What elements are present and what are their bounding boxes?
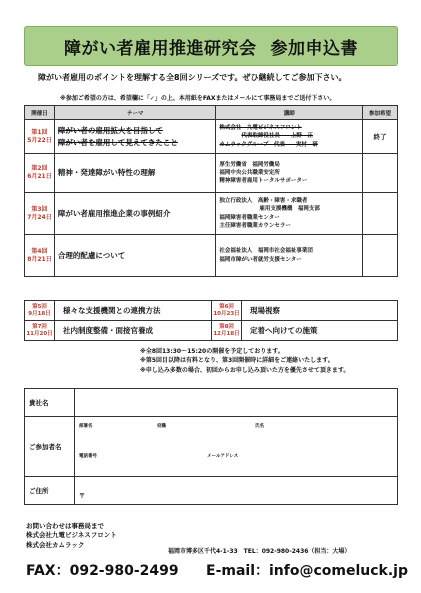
- session-lecturer: 雇用支援機構 福岡支部: [259, 206, 320, 213]
- session-theme: 様々な支援機関との連携方法: [55, 301, 212, 321]
- postal-mark: 〒: [79, 493, 86, 500]
- company-label: 貴社名: [25, 389, 75, 417]
- later-sessions-table: [24, 300, 398, 341]
- session-lecturer: 精神障害者雇用トータルサポーター: [219, 178, 308, 185]
- table-row: [25, 120, 398, 154]
- schedule-table: [24, 105, 398, 277]
- session-date: 11月20日: [26, 330, 53, 337]
- session-status: 終了: [363, 120, 398, 154]
- contact-line: 株式会社九電ビジネスフロント: [26, 531, 117, 540]
- table-row: [25, 154, 398, 193]
- participant-field[interactable]: [75, 417, 398, 477]
- session-theme: 障がい者を雇用して見えてきたこと: [57, 137, 178, 147]
- note-line: ※申し込み多数の場合、初回からお申し込み頂いた方を優先させて頂きます。: [140, 366, 350, 374]
- session-no: 第6回: [219, 303, 234, 310]
- session-theme: 障がい者雇用推進企業の事例紹介: [54, 193, 216, 235]
- session-no: 第1回: [31, 128, 48, 136]
- contact-block: [26, 522, 117, 550]
- participant-label: ご参加者名: [25, 417, 75, 477]
- session-lecturer: 代表取締役社長 上野 正: [241, 133, 313, 140]
- session-no: 第2回: [31, 165, 48, 173]
- position-label: 役職: [157, 424, 166, 429]
- session-theme: 定着へ向けての施策: [242, 321, 398, 341]
- session-lecturer: 主任障害者職業カウンセラー: [219, 222, 291, 229]
- application-form: [24, 388, 398, 505]
- email-label: メールアドレス: [207, 454, 239, 459]
- session-lecturer: 福岡市障がい者就労支援センター: [219, 256, 302, 263]
- title-left: 障がい者雇用推進研究会: [64, 38, 257, 59]
- header-want: 参加希望: [363, 106, 398, 120]
- session-date: 7月24日: [27, 213, 52, 221]
- phone-label: 電話番号: [79, 454, 97, 459]
- address-line: 福岡市博多区千代4-1-33 TEL：092-980-2436（担当：大場）: [168, 548, 351, 555]
- session-no: 第3回: [31, 205, 48, 213]
- session-no: 第5回: [32, 303, 47, 310]
- note-line: ※全8回13:30～15:20の開催を予定しております。: [140, 348, 284, 355]
- notes: [140, 347, 349, 375]
- participation-checkbox[interactable]: [363, 193, 398, 235]
- table-row: [25, 301, 398, 321]
- contact-line: 株式会社カムラック: [26, 540, 85, 549]
- session-theme: 障がい者の雇用拡大を目指して: [57, 126, 163, 136]
- table-row: [25, 193, 398, 235]
- title-right: 参加申込書: [270, 38, 358, 59]
- participation-checkbox[interactable]: [363, 154, 398, 193]
- session-theme: 精神・発達障がい特性の理解: [54, 154, 216, 193]
- session-date: 5月22日: [27, 136, 52, 144]
- header-no: 開催日: [25, 106, 55, 120]
- session-lecturer: カムラックグループ 代表 実村 研: [219, 141, 318, 148]
- session-no: 第8回: [219, 323, 234, 330]
- session-date: 9月18日: [28, 310, 51, 317]
- session-date: 6月21日: [27, 173, 52, 180]
- session-lecturer: 福岡障害者職業センター: [219, 214, 280, 221]
- contact-line: お問い合わせは事務局まで: [26, 522, 104, 530]
- company-field[interactable]: [75, 389, 398, 417]
- dept-label: 部署名: [79, 424, 93, 429]
- name-label: 氏名: [255, 424, 264, 429]
- session-date: 10月23日: [213, 310, 240, 317]
- session-theme: 社内制度整備・面接官養成: [55, 321, 212, 341]
- title-banner: [24, 26, 398, 66]
- session-theme: 現場視察: [242, 301, 398, 321]
- participation-checkbox[interactable]: [363, 235, 398, 277]
- session-no: 第7回: [32, 323, 47, 330]
- session-lecturer: 社会福祉法人 福岡市社会福祉事業団: [219, 248, 313, 255]
- session-no: 第4回: [31, 247, 48, 255]
- note-line: ※第5回目以降は有料となり、第3回開催時に詳細をご連絡いたします。: [140, 357, 334, 365]
- address-field[interactable]: [75, 477, 398, 505]
- header-theme: テーマ: [54, 106, 216, 120]
- session-date: 8月21日: [27, 255, 52, 263]
- session-lecturer: 厚生労働省 福岡労働局: [219, 161, 280, 168]
- session-date: 12月18日: [213, 330, 240, 337]
- email-address[interactable]: E-mail：info@comeluck.jp: [206, 563, 408, 579]
- session-theme: 合理的配慮について: [54, 235, 216, 277]
- intro-text: 障がい者雇用のポイントを理解する全8回シリーズです。ぜひ継続してご参加下さい。: [38, 73, 347, 82]
- address-label: ご住所: [25, 477, 75, 505]
- instruction-note: ※参加ご希望の方は、希望欄に「✓」の上、本用紙をFAXまたはメールにて事務局までご送付下さい。: [60, 95, 336, 102]
- session-lecturer: 株式会社 九電ビジネスフロント: [219, 125, 302, 132]
- table-row: [25, 321, 398, 341]
- fax-number: FAX：092-980-2499: [26, 563, 179, 579]
- session-lecturer: 独立行政法人 高齢・障害・求職者: [219, 198, 308, 204]
- table-row: [25, 235, 398, 277]
- session-lecturer: 福岡中央公共職業安定所: [219, 169, 280, 176]
- header-lecturer: 講師: [216, 106, 363, 120]
